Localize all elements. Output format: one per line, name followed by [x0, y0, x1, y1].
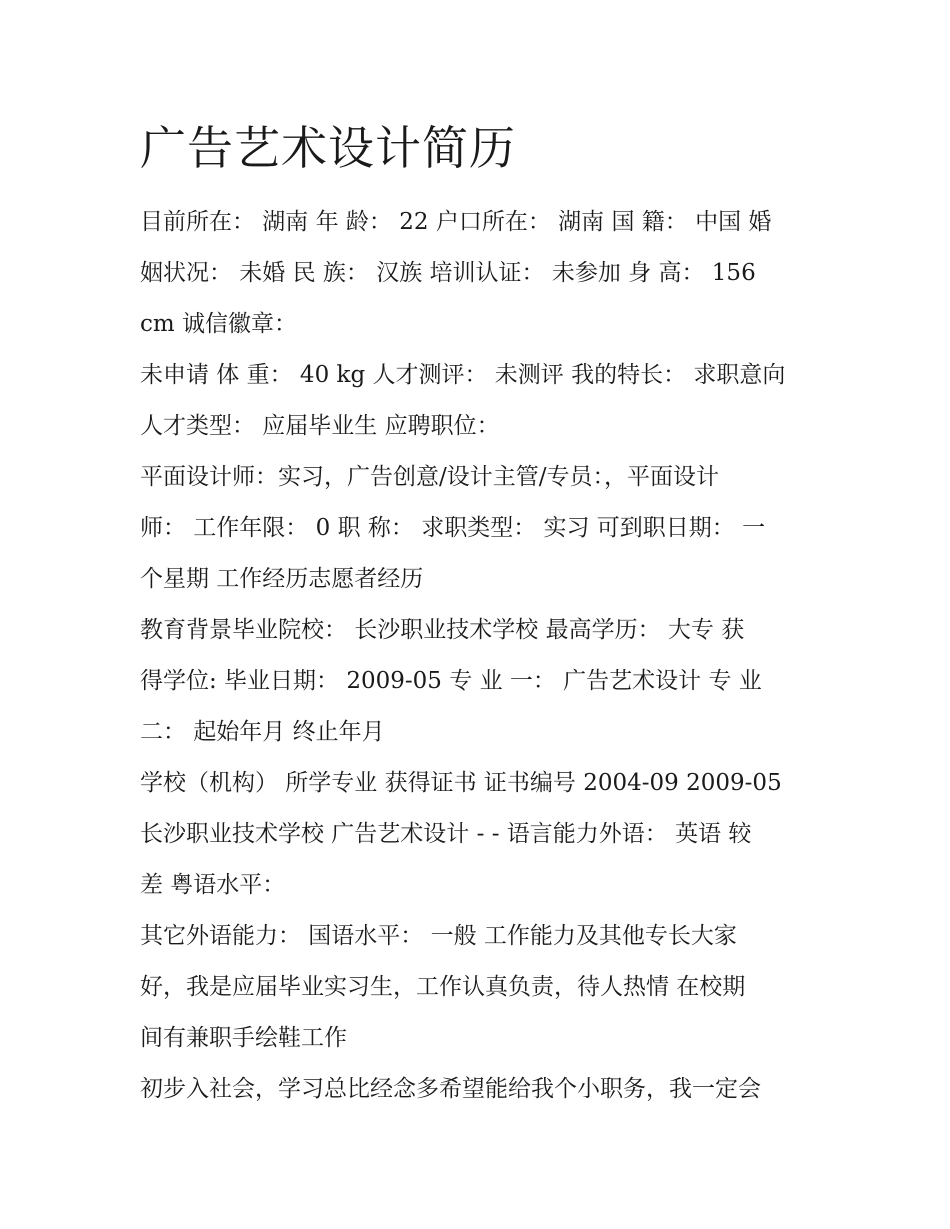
body-line: 初步入社会，学习总比经念多希望能给我个小职务，我一定会 [140, 1076, 761, 1102]
body-line: 长沙职业技术学校 广告艺术设计 - - 语言能力外语： 英语 较 [140, 821, 752, 847]
body-line: 平面设计师：实习，广告创意/设计主管/专员：，平面设计 [140, 464, 719, 490]
body-line: 未申请 体 重： 40 kg 人才测评： 未测评 我的特长： 求职意向 [140, 362, 786, 388]
body-line: 得学位: 毕业日期： 2009-05 专 业 一： 广告艺术设计 专 业 [140, 668, 762, 694]
body-line: 差 粤语水平： [140, 872, 286, 898]
body-line: 个星期 工作经历志愿者经历 [140, 566, 424, 592]
document-title: 广告艺术设计简历 [140, 121, 516, 175]
body-line: 教育背景毕业院校： 长沙职业技术学校 最高学历： 大专 获 [140, 617, 745, 643]
body-line: 师： 工作年限： 0 职 称： 求职类型： 实习 可到职日期： 一 [140, 515, 766, 541]
body-line: 人才类型： 应届毕业生 应聘职位： [140, 413, 500, 439]
body-line: cm 诚信徽章： [140, 311, 298, 337]
body-line: 姻状况： 未婚 民 族： 汉族 培训认证： 未参加 身 高： 156 [140, 260, 756, 286]
body-line: 目前所在： 湖南 年 龄： 22 户口所在： 湖南 国 籍： 中国 婚 [140, 209, 772, 235]
body-line: 好，我是应届毕业实习生，工作认真负责，待人热情 在校期 [140, 974, 746, 1000]
body-line: 二： 起始年月 终止年月 [140, 719, 385, 745]
body-line: 其它外语能力： 国语水平： 一般 工作能力及其他专长大家 [140, 923, 737, 949]
body-line: 学校（机构） 所学专业 获得证书 证书编号 2004-09 2009-05 [140, 770, 782, 796]
document-body [140, 197, 820, 1115]
body-line: 间有兼职手绘鞋工作 [140, 1025, 347, 1051]
